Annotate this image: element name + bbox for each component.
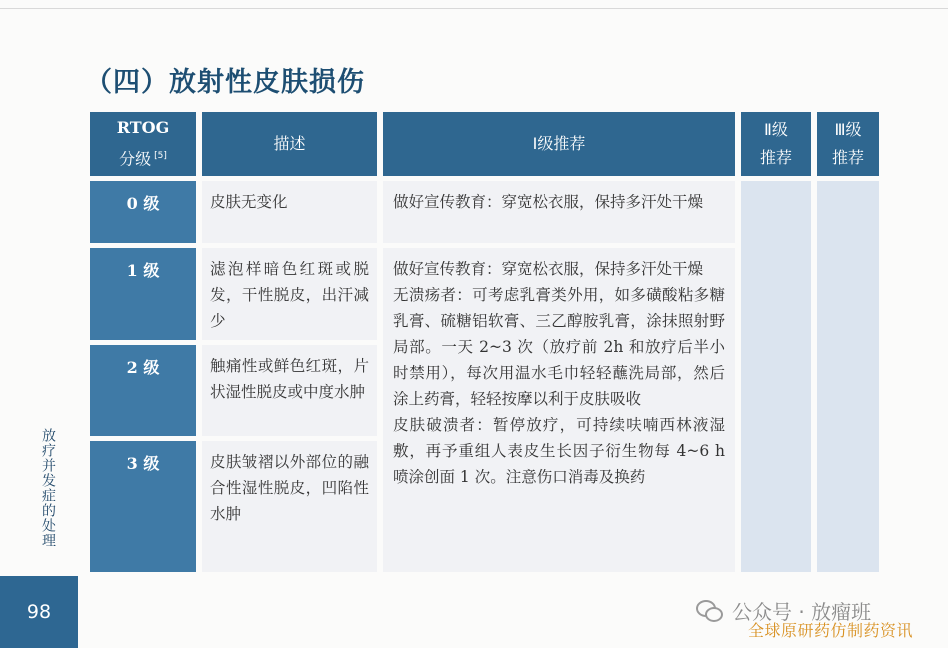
header-rtog-line2: 分级: [119, 149, 152, 169]
header-rtog-line1: RTOG: [116, 118, 170, 138]
grade-cell-0: [90, 181, 196, 243]
header-description: [202, 112, 377, 176]
description-cell-3: [202, 441, 377, 572]
page-title: （四）放射性皮肤损伤: [85, 67, 365, 98]
header-level1: [383, 112, 735, 176]
header-level2-line1: Ⅱ级: [764, 120, 788, 139]
description-text-3: 皮肤皱褶以外部位的融合性湿性脱皮，凹陷性水肿: [210, 453, 369, 523]
wechat-icon: [696, 600, 724, 622]
description-cell-1: [202, 248, 377, 340]
watermark-account: 公众号 · 放瘤班: [732, 600, 872, 624]
description-text-2: 触痛性或鲜色红斑，片状湿性脱皮或中度水肿: [210, 357, 369, 401]
level2-column: [741, 181, 811, 572]
recommendation-paragraph-no-ulcer: 无溃疡者：可考虑乳膏类外用，如多磺酸粘多糖乳膏、硫糖铝软膏、三乙醇胺乳膏，涂抹照射野局部。一天 2~3 次（放疗前 2h 和放疗后半小时禁用），每次用温水毛巾轻轻蘸洗局部，然后涂上药膏，轻轻按摩以利于皮肤吸收: [393, 286, 725, 408]
header-rtog-grade: [90, 112, 196, 176]
header-level3-line1: Ⅲ级: [834, 120, 862, 139]
page-number: 98: [26, 601, 52, 623]
grade-label-3: 3 级: [126, 454, 160, 473]
grade-cell-2: [90, 345, 196, 436]
side-chapter-label: 放疗并发症的处理: [40, 428, 56, 548]
description-text-1: 滤泡样暗色红斑或脱发，干性脱皮，出汗减少: [210, 260, 369, 330]
header-level3: [817, 112, 879, 176]
recommendation-paragraph-broken-skin: 皮肤破溃者：暂停放疗，可持续呋喃西林液湿敷，再予重组人表皮生长因子衍生物每 4~6 h 喷涂创面 1 次。注意伤口消毒及换药: [393, 416, 725, 486]
recommendation-cell-grade0: [383, 181, 735, 243]
description-cell-0: [202, 181, 377, 243]
header-rtog-line2-wrap: [119, 142, 167, 173]
header-rtog-ref: [5]: [154, 151, 167, 162]
level3-column: [817, 181, 879, 572]
grade-label-0: 0 级: [126, 194, 160, 213]
grade-label-2: 2 级: [126, 358, 160, 377]
header-level2-line2: 推荐: [759, 148, 792, 167]
grade-cell-3: [90, 441, 196, 572]
recommendation-text-grade0: 做好宣传教育：穿宽松衣服，保持多汗处干燥: [393, 193, 704, 211]
description-cell-2: [202, 345, 377, 436]
header-description-label: 描述: [273, 134, 306, 153]
header-level1-label: Ⅰ级推荐: [532, 134, 586, 153]
watermark-subtitle: 全球原研药仿制药资讯: [748, 621, 914, 640]
page-number-box: [0, 576, 78, 648]
grade-label-1: 1 级: [126, 261, 160, 280]
description-text-0: 皮肤无变化: [210, 193, 288, 211]
top-rule: [0, 8, 948, 9]
header-level3-line2: 推荐: [831, 148, 864, 167]
header-level2: [741, 112, 811, 176]
recommendation-cell-grade1to3: [383, 248, 735, 572]
grade-cell-1: [90, 248, 196, 340]
recommendation-paragraph-education: 做好宣传教育：穿宽松衣服，保持多汗处干燥: [393, 260, 704, 278]
